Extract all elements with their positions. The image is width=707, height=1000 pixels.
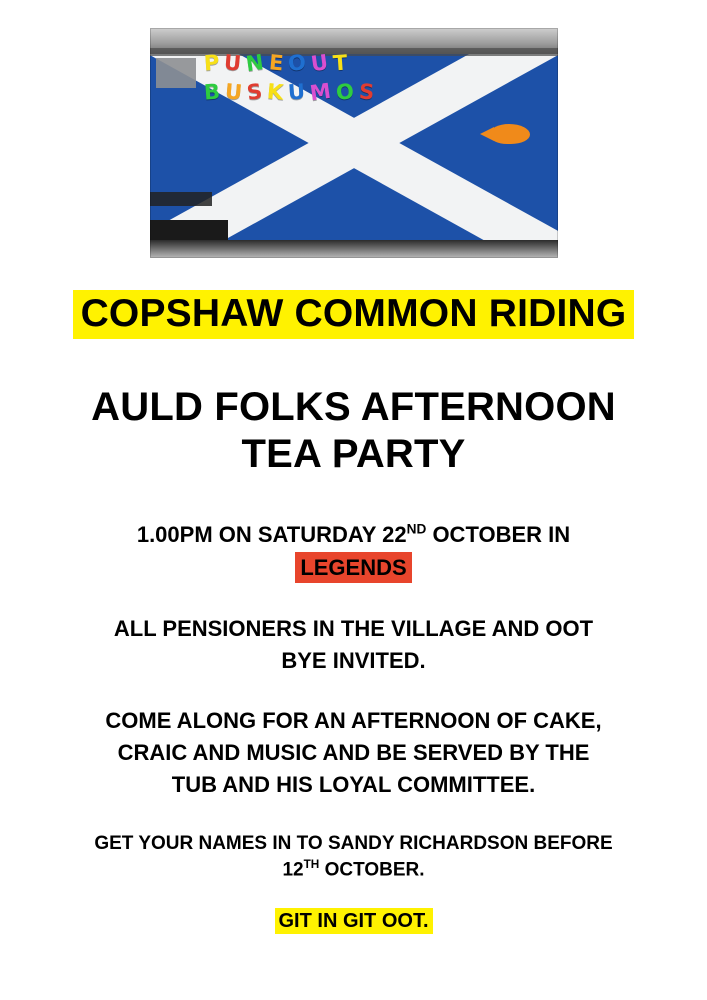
- rsvp-date-suffix: OCTOBER.: [319, 859, 425, 881]
- event-datetime: [34, 520, 674, 583]
- invitation-line-2: BYE INVITED.: [281, 648, 426, 674]
- footer-slogan: [275, 910, 433, 933]
- event-subtitle-line-2: TEA PARTY: [241, 431, 466, 476]
- event-date-suffix: OCTOBER IN: [426, 522, 571, 548]
- date-ordinal: ND: [406, 521, 427, 537]
- footer-slogan-text: GIT IN GIT OOT.: [275, 908, 433, 934]
- rsvp-date: 12: [282, 859, 304, 881]
- photo-border: [150, 28, 558, 258]
- invitation-line-1: ALL PENSIONERS IN THE VILLAGE AND OOT: [113, 616, 594, 642]
- details-line-3: TUB AND HIS LOYAL COMMITTEE.: [171, 771, 536, 797]
- details-line-2: CRAIC AND MUSIC AND BE SERVED BY THE: [117, 740, 590, 766]
- venue-name: LEGENDS: [295, 552, 411, 584]
- rsvp-date-ordinal: TH: [303, 858, 320, 872]
- flag-photo: [150, 28, 558, 258]
- event-title-text: COPSHAW COMMON RIDING: [73, 290, 635, 339]
- letter-banner-line-1: P UNEOUT: [202, 49, 349, 77]
- event-subtitle-line-1: AULD FOLKS AFTERNOON: [91, 384, 616, 429]
- details-line-1: COME ALONG FOR AN AFTERNOON OF CAKE,: [105, 708, 602, 734]
- invitation-text: [49, 613, 659, 677]
- rsvp-text: [34, 831, 674, 885]
- details-text: [44, 705, 664, 801]
- rsvp-line-2: [34, 857, 674, 884]
- event-time-date: 1.00PM ON SATURDAY 22: [136, 522, 407, 548]
- rsvp-line-1: GET YOUR NAMES IN TO SANDY RICHARDSON BEFORE: [94, 832, 613, 854]
- event-datetime-line: [34, 520, 674, 550]
- event-subtitle: [44, 384, 664, 478]
- letter-banner-line-2: B USKUMO S: [202, 78, 376, 106]
- venue-line: [34, 550, 674, 584]
- event-title: [0, 292, 707, 336]
